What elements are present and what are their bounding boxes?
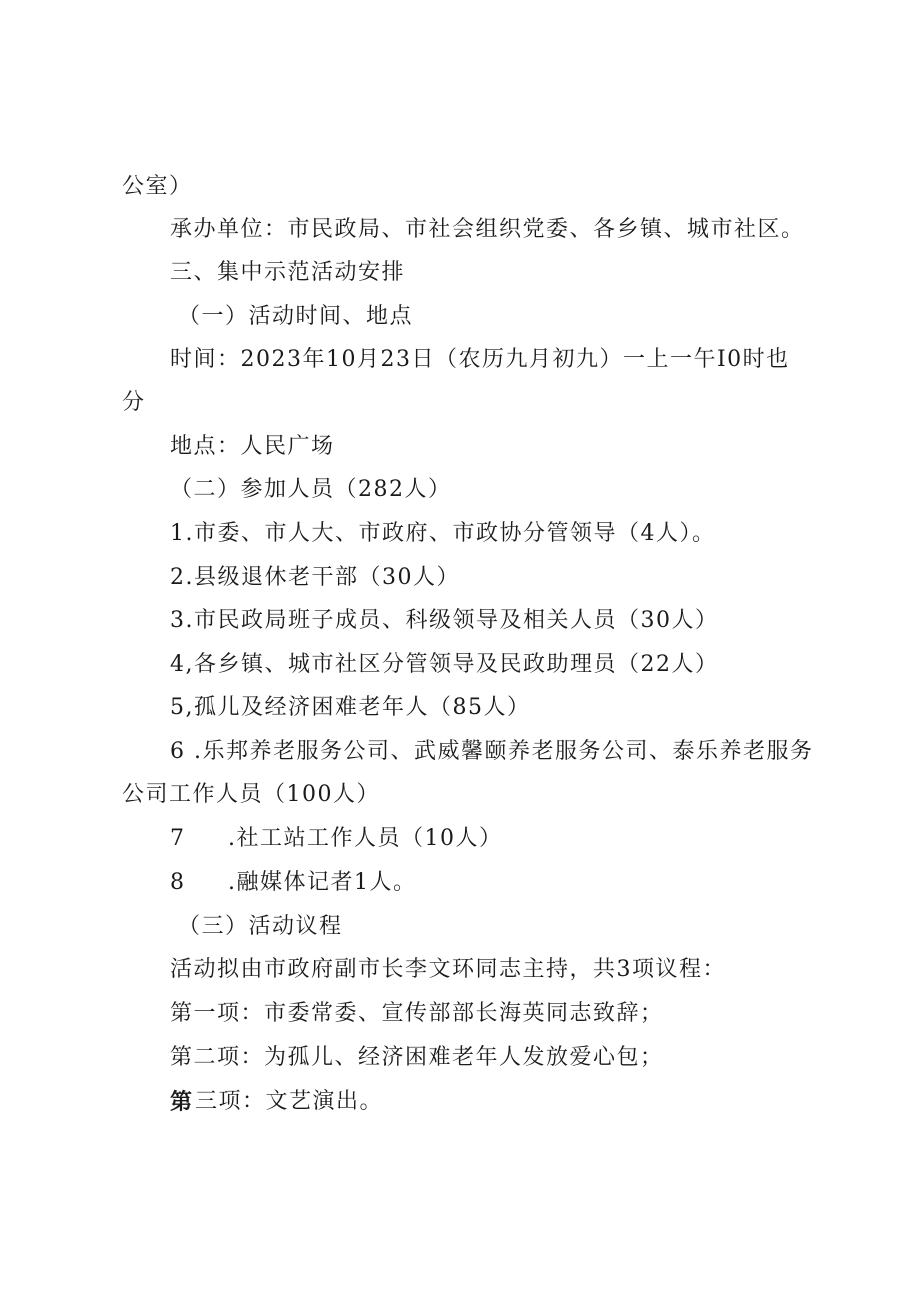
- subsection-heading-3: （三）活动议程: [178, 914, 343, 939]
- agenda-item-1: 第一项：市委常委、宣传部部长海英同志致辞；: [170, 1001, 664, 1026]
- list-item-1: 1.市委、市人大、市政府、市政协分管领导（4人）。: [170, 521, 716, 546]
- text-line-time: 时间：2023年10月23日（农历九月初九）一上一午I0时也: [170, 347, 790, 372]
- list-item-5: 5,孤儿及经济困难老年人（85人）: [170, 695, 531, 720]
- list-item-3: 3.市民政局班子成员、科级领导及相关人员（30人）: [170, 608, 719, 633]
- text-line-agenda-intro: 活动拟由市政府副市长李文环同志主持，共3项议程：: [170, 957, 726, 982]
- list-item-7-number: 7: [170, 826, 186, 851]
- text-line-time-cont: 分: [122, 390, 146, 415]
- list-item-6-cont: 公司工作人员（100人）: [122, 782, 380, 807]
- list-item-7-text: .社工站工作人员（10人）: [228, 826, 503, 851]
- agenda-item-3-prefix: 第: [170, 1089, 194, 1115]
- agenda-item-2: 第二项：为孤儿、经济困难老年人发放爱心包；: [170, 1045, 664, 1070]
- text-line-organizer: 承办单位：市民政局、市社会组织党委、各乡镇、城市社区。: [170, 217, 805, 242]
- list-item-8-number: 8: [170, 870, 186, 895]
- agenda-item-3: 三项：文艺演出。: [195, 1089, 384, 1114]
- text-line-location: 地点：人民广场: [170, 434, 335, 459]
- section-heading-3: 三、集中示范活动安排: [170, 260, 406, 285]
- list-item-6: 6 .乐邦养老服务公司、武威馨颐养老服务公司、泰乐养老服务: [170, 739, 814, 764]
- list-item-2: 2.县级退休老干部（30人）: [170, 565, 460, 590]
- list-item-4: 4,各乡镇、城市社区分管领导及民政助理员（22人）: [170, 652, 719, 677]
- list-item-8-text: .融媒体记者1人。: [228, 870, 417, 895]
- text-line-continuation: 公室）: [122, 174, 193, 199]
- subsection-heading-2: （二）参加人员（282人）: [170, 477, 452, 502]
- subsection-heading-1: （一）活动时间、地点: [178, 304, 414, 329]
